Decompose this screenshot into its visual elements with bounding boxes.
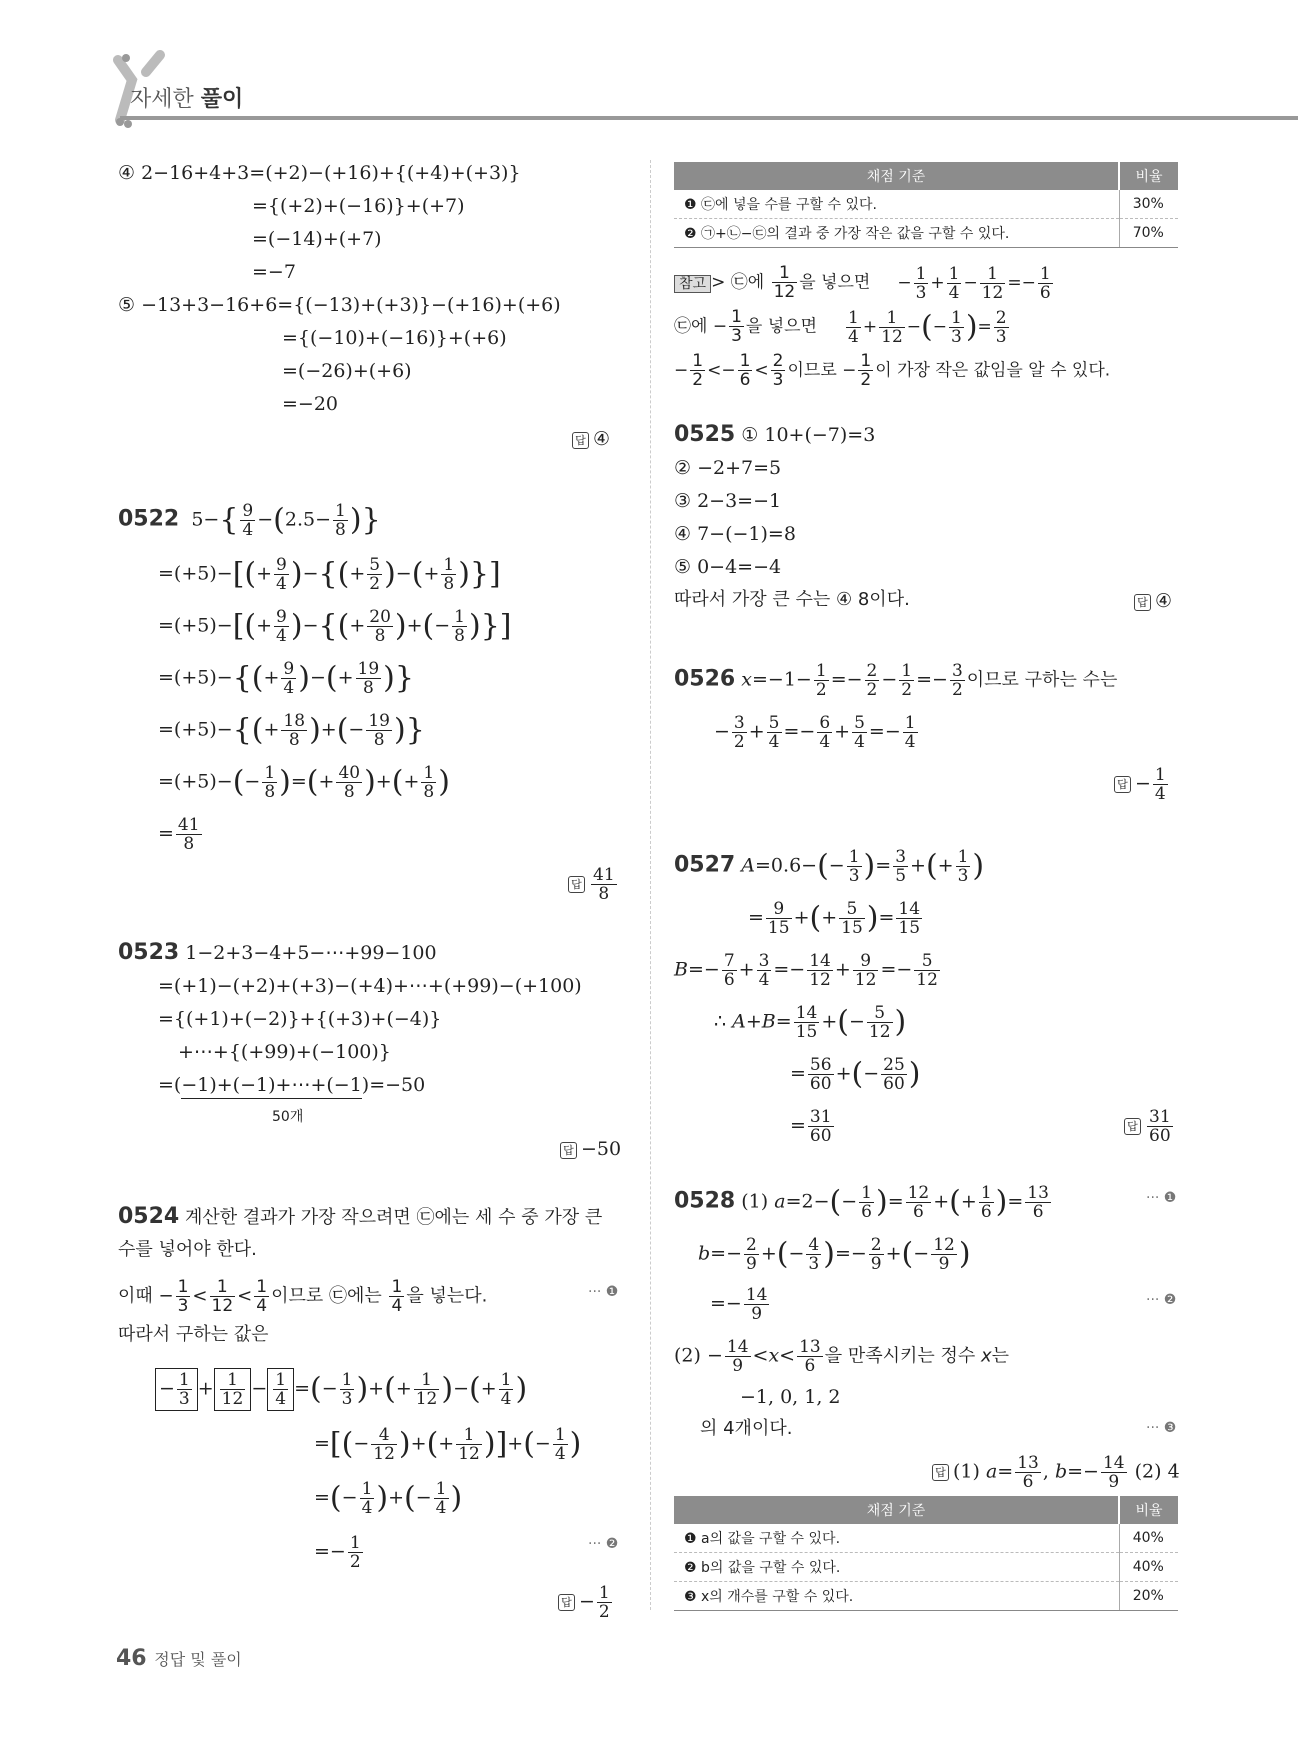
marker-0528-1: ··· ❶	[1146, 1190, 1177, 1206]
problem-0524-line7: =(− $\frac{1}{4}$ )+(− $\frac{1}{4}$ )	[314, 1479, 463, 1518]
problem-0524-line6: =[(− $\frac{4}{12}$ )+(+ $\frac{1}{12}$ )]+(− $\frac{1}{4}$ )	[314, 1425, 582, 1464]
answer-icon: 답	[932, 1464, 949, 1481]
problem-0522-line7: = $\frac{41}{8}$	[158, 815, 200, 854]
answer-0522: 답 $\frac{41}{8}$	[568, 866, 619, 903]
problem-0525-line5: ⑤ 0−4=−4	[674, 556, 782, 578]
problem-0524-line4: 따라서 구하는 값은	[118, 1324, 269, 1345]
problem-0528-line4: (2) − $\frac{14}{9}$ <x< $\frac{13}{6}$ 을 만족시키는 정수 x는	[674, 1337, 1010, 1376]
p4-line3: =(−14)+(+7)	[252, 228, 382, 250]
answer-icon: 답	[1114, 776, 1131, 793]
problem-0525-line2: ② −2+7=5	[674, 457, 782, 479]
table-row: ❷ b의 값을 구할 수 있다. 40%	[674, 1553, 1178, 1582]
note-tag: 참고	[674, 275, 711, 293]
problem-0523-line1: 0523 1−2+3−4+5−⋯+99−100	[118, 940, 437, 965]
p4-line1: ④ 2−16+4+3=(+2)−(+16)+{(+4)+(+3)}	[118, 162, 521, 184]
table-header-ratio: 비율	[1119, 162, 1178, 190]
answer-icon: 답	[568, 876, 585, 893]
p5-line4: =−20	[282, 393, 339, 415]
problem-0526-line1: 0526 x=−1− $\frac{1}{2}$ =− $\frac{2}{2}$ − $\frac{1}{2}$ =− $\frac{3}{2}$ 이므로 구하는 수는	[674, 661, 1118, 700]
answer-icon: 답	[1134, 594, 1151, 611]
problem-0524-line1: 0524 계산한 결과가 가장 작으려면 ㉢에는 세 수 중 가장 큰	[118, 1204, 603, 1229]
answer-0521: 답 ④	[572, 426, 610, 452]
problem-0527-line1: 0527 A=0.6−(− $\frac{1}{3}$ )= $\frac{3}{5}$ +(+ $\frac{1}{3}$ )	[674, 847, 985, 886]
note-line1: 참고 > ㉢에 $\frac{1}{12}$ 을 넣으면 − $\frac{1}{3}$ + $\frac{1}{4}$ − $\frac{1}{12}$ =− $\frac{1}{6}$	[674, 264, 1055, 302]
p5-line1: ⑤ −13+3−16+6={(−13)+(+3)}−(+16)+(+6)	[118, 294, 561, 316]
answer-0524: 답 − $\frac{1}{2}$	[558, 1584, 614, 1621]
problem-0522-line5: =(+5)−{(+ $\frac{18}{8}$ )+(− $\frac{19}{8}$ )}	[158, 711, 425, 750]
answer-icon: 답	[572, 432, 589, 449]
scoring-table-0524	[674, 162, 1178, 248]
page-footer	[116, 1646, 242, 1671]
problem-0524-line5: − $\frac{1}{3}$ + $\frac{1}{12}$ − $\frac{1}{4}$ =(− $\frac{1}{3}$ )+(+ $\frac{1}{12}$ )−(+ $\frac{1}{4}$ )	[155, 1368, 527, 1411]
answer-0527: 답 $\frac{31}{60}$	[1124, 1108, 1175, 1145]
table-header-criteria: 채점 기준	[674, 1496, 1119, 1524]
table-row: ❶ ㉢에 넣을 수를 구할 수 있다. 30%	[674, 190, 1178, 219]
problem-0527-line4: ∴ A+B= $\frac{14}{15}$ +(− $\frac{5}{12}$ )	[714, 1003, 907, 1042]
table-header-criteria: 채점 기준	[674, 162, 1119, 190]
problem-0528-line1: 0528 (1) a=2−(− $\frac{1}{6}$ )= $\frac{12}{6}$ +(+ $\frac{1}{6}$ )= $\frac{13}{6}$	[674, 1183, 1049, 1222]
problem-0523-line2: =(+1)−(+2)+(+3)−(+4)+⋯+(+99)−(+100)	[158, 975, 582, 997]
problem-0523-count: 50개	[272, 1109, 304, 1125]
problem-0522-line4: =(+5)−{(+ $\frac{9}{4}$ )−(+ $\frac{19}{8}$ )}	[158, 659, 414, 698]
note-line2: ㉢에 − $\frac{1}{3}$ 을 넣으면 $\frac{1}{4}$ + $\frac{1}{12}$ −(− $\frac{1}{3}$ )= $\frac{2}{3}$	[674, 307, 1007, 347]
problem-0528-line3: =− $\frac{14}{9}$	[710, 1285, 768, 1324]
marker-0528-3: ··· ❸	[1146, 1420, 1177, 1436]
answer-0523: 답 −50	[560, 1136, 621, 1162]
answer-icon: 답	[1124, 1118, 1141, 1135]
table-row: ❸ x의 개수를 구할 수 있다. 20%	[674, 1582, 1178, 1611]
problem-0522-line3: =(+5)−[(+ $\frac{9}{4}$ )−{(+ $\frac{20}{8}$ )+(− $\frac{1}{8}$ )}]	[158, 607, 512, 646]
answer-icon: 답	[560, 1142, 577, 1159]
p4-line2: ={(+2)+(−16)}+(+7)	[252, 195, 465, 217]
problem-0527-line3: B=− $\frac{7}{6}$ + $\frac{3}{4}$ =− $\frac{14}{12}$ + $\frac{9}{12}$ =− $\frac{5}{12}$	[674, 951, 938, 990]
problem-0525-conclusion: 따라서 가장 큰 수는 ④ 8이다.	[674, 589, 910, 610]
problem-0527-line5: = $\frac{56}{60}$ +(− $\frac{25}{60}$ )	[790, 1055, 921, 1094]
header-title: 자세한 풀이	[130, 87, 244, 112]
problem-0528-line2: b=− $\frac{2}{9}$ +(− $\frac{4}{3}$ )=− $\frac{2}{9}$ +(− $\frac{12}{9}$ )	[698, 1235, 971, 1274]
problem-0525-line1: 0525 ① 10+(−7)=3	[674, 422, 876, 447]
answer-icon: 답	[558, 1594, 575, 1611]
answer-0525: 답 ④	[1134, 588, 1172, 614]
problem-0528-line5: −1, 0, 1, 2	[740, 1386, 841, 1408]
p5-line2: ={(−10)+(−16)}+(+6)	[282, 327, 507, 349]
problem-0524-line2: 수를 넣어야 한다.	[118, 1239, 257, 1260]
problem-0527-line6: = $\frac{31}{60}$	[790, 1107, 832, 1146]
problem-0525-line3: ③ 2−3=−1	[674, 490, 782, 512]
problem-0528-line6: 의 4개이다.	[700, 1418, 793, 1439]
table-header-ratio: 비율	[1119, 1496, 1178, 1524]
problem-0524-line3: 이때 − $\frac{1}{3}$ < $\frac{1}{12}$ < $\frac{1}{4}$ 이므로 ㉢에는 $\frac{1}{4}$ 을 넣는다.	[118, 1277, 488, 1316]
page-number: 46	[116, 1646, 147, 1671]
scoring-table-0528	[674, 1496, 1178, 1611]
problem-0525-line4: ④ 7−(−1)=8	[674, 523, 796, 545]
marker-2: ··· ❷	[588, 1536, 619, 1552]
p4-line4: =−7	[252, 261, 296, 283]
marker-0528-2: ··· ❷	[1146, 1292, 1177, 1308]
answer-0526: 답 − $\frac{1}{4}$	[1114, 766, 1170, 803]
header-rule	[120, 116, 1298, 120]
problem-0523-line5: =(−1)+(−1)+⋯+(−1)=−50	[158, 1072, 425, 1099]
table-row: ❶ a의 값을 구할 수 있다. 40%	[674, 1524, 1178, 1553]
problem-0523-line3: ={(+1)+(−2)}+{(+3)+(−4)}	[158, 1008, 442, 1030]
problem-0522-line6: =(+5)−(− $\frac{1}{8}$ )=(+ $\frac{40}{8}$ )+(+ $\frac{1}{8}$ )	[158, 763, 450, 802]
problem-0527-line2: = $\frac{9}{15}$ +(+ $\frac{5}{15}$ )= $\frac{14}{15}$	[748, 899, 921, 938]
marker-1: ··· ❶	[588, 1284, 619, 1300]
p5-line3: =(−26)+(+6)	[282, 360, 412, 382]
problem-0523-line4: +⋯+{(+99)+(−100)}	[178, 1041, 391, 1063]
table-row: ❷ ㉠+㉡−㉢의 결과 중 가장 작은 값을 구할 수 있다. 70%	[674, 219, 1178, 248]
footer-label: 정답 및 풀이	[154, 1650, 242, 1669]
column-divider	[650, 160, 651, 1610]
problem-0522-line1: 0522 5−{ $\frac{9}{4}$ −(2.5− $\frac{1}{8}$ )}	[118, 501, 381, 540]
note-line3: − $\frac{1}{2}$ <− $\frac{1}{6}$ < $\frac{2}{3}$ 이므로 − $\frac{1}{2}$ 이 가장 작은 값임을 알 수 있다.	[674, 351, 1111, 390]
problem-0526-line2: − $\frac{3}{2}$ + $\frac{5}{4}$ =− $\frac{6}{4}$ + $\frac{5}{4}$ =− $\frac{1}{4}$	[714, 713, 916, 752]
answer-0528: 답 (1) a= $\frac{13}{6}$ , b=− $\frac{14}{9}$ (2) 4	[932, 1454, 1180, 1491]
problem-0524-line8: =− $\frac{1}{2}$	[314, 1533, 361, 1572]
problem-0522-line2: =(+5)−[(+ $\frac{9}{4}$ )−{(+ $\frac{5}{2}$ )−(+ $\frac{1}{8}$ )}]	[158, 555, 501, 594]
